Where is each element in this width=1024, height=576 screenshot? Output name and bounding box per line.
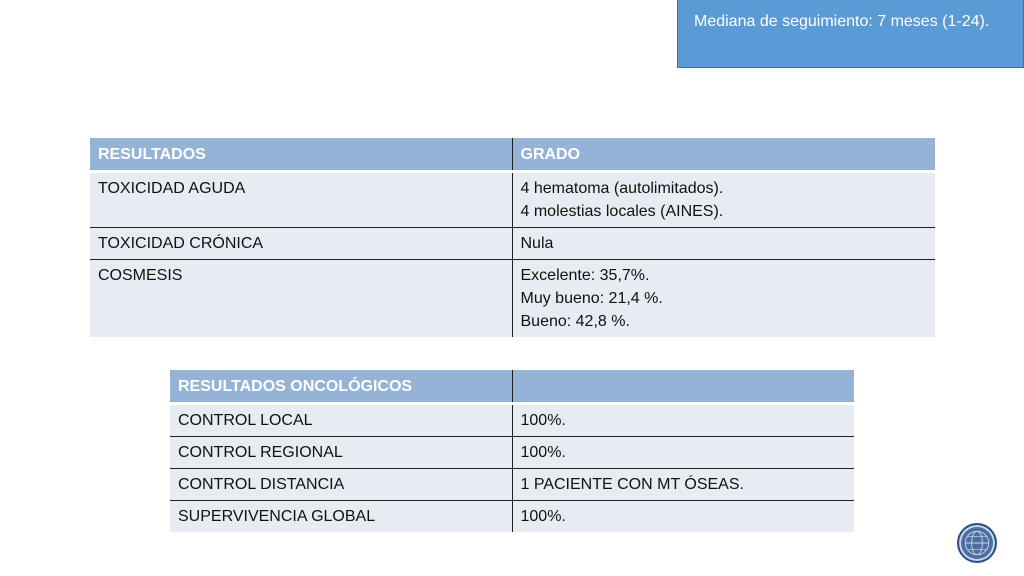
oncologic-results-table: [170, 370, 854, 532]
results-table: [90, 138, 935, 337]
table-row: [170, 469, 854, 501]
row-value: 100%.: [512, 404, 854, 437]
table-header-row: [90, 138, 935, 172]
row-label: CONTROL DISTANCIA: [170, 469, 512, 501]
row-label: SUPERVIVENCIA GLOBAL: [170, 501, 512, 533]
globe-seal-icon: [957, 523, 997, 563]
row-label: TOXICIDAD AGUDA: [90, 172, 512, 228]
header-resultados-oncologicos: RESULTADOS ONCOLÓGICOS: [170, 370, 512, 404]
table-row: [170, 501, 854, 533]
row-value: [512, 228, 935, 260]
value-line: 4 molestias locales (AINES).: [520, 203, 724, 220]
row-label: TOXICIDAD CRÓNICA: [90, 228, 512, 260]
follow-up-text: Mediana de seguimiento: 7 meses (1-24).: [694, 13, 990, 30]
header-grado: GRADO: [512, 138, 935, 172]
table-row: [90, 260, 935, 338]
table-row: [170, 437, 854, 469]
row-value: 1 PACIENTE CON MT ÓSEAS.: [512, 469, 854, 501]
value-line: Muy bueno: 21,4 %.: [520, 290, 663, 307]
row-value: [512, 260, 935, 338]
row-value: 100%.: [512, 501, 854, 533]
header-empty: [512, 370, 854, 404]
row-label: COSMESIS: [90, 260, 512, 338]
follow-up-callout: [677, 0, 1024, 68]
row-label: CONTROL LOCAL: [170, 404, 512, 437]
row-value: [512, 172, 935, 228]
row-value: 100%.: [512, 437, 854, 469]
header-resultados: RESULTADOS: [90, 138, 512, 172]
table-row: [90, 172, 935, 228]
value-line: 4 hematoma (autolimitados).: [520, 180, 724, 197]
table-row: [90, 228, 935, 260]
value-line: Bueno: 42,8 %.: [520, 313, 630, 330]
value-line: Excelente: 35,7%.: [520, 267, 650, 284]
table-row: [170, 404, 854, 437]
value-line: Nula: [520, 235, 554, 252]
table-header-row: [170, 370, 854, 404]
row-label: CONTROL REGIONAL: [170, 437, 512, 469]
